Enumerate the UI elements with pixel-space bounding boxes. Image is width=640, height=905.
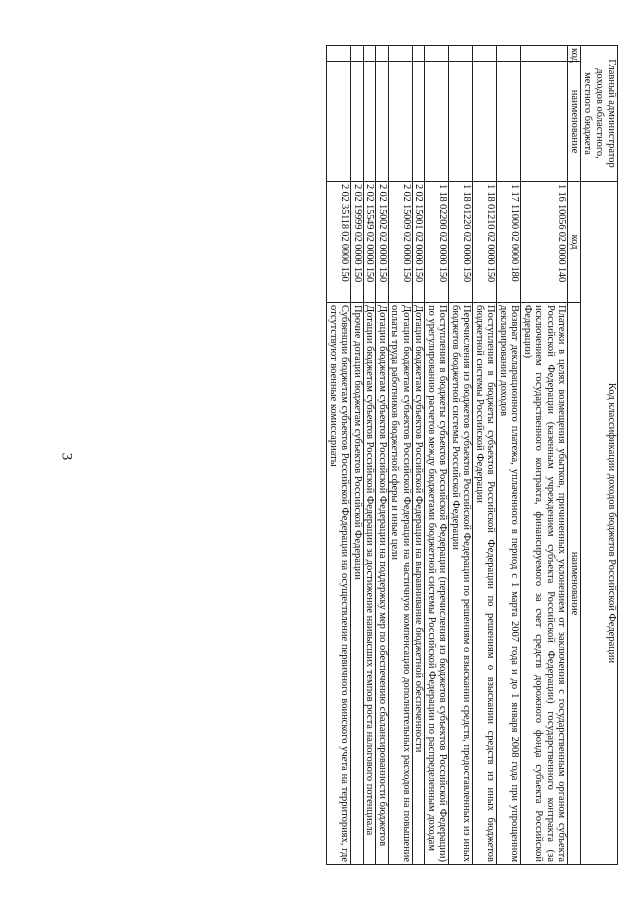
revenue-code-cell: 1 16 10056 02 0000 140: [521, 182, 568, 303]
header-code-left: код: [568, 46, 581, 62]
revenue-code-cell: 2 02 15549 02 0000 150: [364, 182, 377, 303]
revenue-name-cell: Перечисления из бюджетов субъектов Российской Федерации по решениям о взыскании средств, предоставленных из иных бюджетов бюджетной системы Российской Федерации: [449, 303, 473, 865]
rotated-table-wrapper: [108, 45, 618, 865]
admin-code-cell: [364, 46, 377, 62]
revenue-name-cell: Субвенции бюджетам субъектов Российской Федерации на осуществление первичного воинского учета на территориях, где отсутствуют военные комиссариаты: [327, 303, 351, 865]
admin-code-cell: [389, 46, 413, 62]
admin-code-cell: [376, 46, 389, 62]
admin-name-cell: [521, 62, 568, 182]
revenue-code-cell: 1 18 02200 02 0000 150: [425, 182, 449, 303]
header-name-left: наименование: [568, 62, 581, 182]
table-row: [389, 46, 413, 865]
table-row: [364, 46, 377, 865]
admin-name-cell: [376, 62, 389, 182]
table-row: [521, 46, 568, 865]
revenue-name-cell: Дотации бюджетам субъектов Российской Федерации за достижение наивысших темпов роста налогового потенциала: [364, 303, 377, 865]
revenue-code-cell: 1 18 01210 02 0000 150: [473, 182, 497, 303]
revenue-name-cell: Возврат декларационного платежа, уплаченного в период с 1 марта 2007 года и до 1 января 2008 года при упрощенном декларировании доходов: [497, 303, 521, 865]
revenue-name-cell: Поступления в бюджеты субъектов Российской Федерации по решениям о взыскании средств из иных бюджетов бюджетной системы Российской Федерации: [473, 303, 497, 865]
table-body: [327, 46, 568, 865]
admin-name-cell: [327, 62, 351, 182]
admin-name-cell: [497, 62, 521, 182]
admin-name-cell: [389, 62, 413, 182]
admin-code-cell: [351, 46, 364, 62]
admin-code-cell: [497, 46, 521, 62]
header-code-right: код: [568, 182, 581, 303]
admin-name-cell: [351, 62, 364, 182]
admin-code-cell: [425, 46, 449, 62]
table-row: [327, 46, 351, 865]
revenue-code-cell: 2 02 19999 02 0000 150: [351, 182, 364, 303]
revenue-code-cell: 2 02 15002 02 0000 150: [376, 182, 389, 303]
page-number: 3: [58, 452, 75, 461]
table-row: [351, 46, 364, 865]
revenue-code-cell: 1 18 01220 02 0000 150: [449, 182, 473, 303]
table-row: [413, 46, 426, 865]
admin-code-cell: [473, 46, 497, 62]
table-row: [376, 46, 389, 865]
revenue-code-cell: 2 02 15009 02 0000 150: [389, 182, 413, 303]
admin-code-cell: [413, 46, 426, 62]
revenue-classification-table: [327, 45, 619, 865]
table-row: [473, 46, 497, 865]
table-row: [497, 46, 521, 865]
header-administrator: Главный администратор доходов областного, местного бюджета: [581, 46, 618, 182]
admin-name-cell: [449, 62, 473, 182]
revenue-name-cell: Дотации бюджетам субъектов Российской Федерации на поддержку мер по обеспечению сбалансированности бюджетов: [376, 303, 389, 865]
admin-name-cell: [364, 62, 377, 182]
revenue-code-cell: 1 17 11000 02 0000 180: [497, 182, 521, 303]
revenue-name-cell: Поступления в бюджеты субъектов Российской Федерации (перечисления из бюджетов субъектов Российской Федерации) по урегулированию расчетов между бюджетами бюджетной системы Российской Федерации по распределенным доходам: [425, 303, 449, 865]
table-row: [449, 46, 473, 865]
revenue-code-cell: 2 02 15001 02 0000 150: [413, 182, 426, 303]
admin-code-cell: [449, 46, 473, 62]
admin-name-cell: [473, 62, 497, 182]
revenue-name-cell: Дотации бюджетам субъектов Российской Федерации на частичную компенсацию дополнительных расходов на повышение оплаты труда работников бюджетной сферы и иные цели: [389, 303, 413, 865]
admin-code-cell: [327, 46, 351, 62]
admin-name-cell: [425, 62, 449, 182]
revenue-name-cell: Дотации бюджетам субъектов Российской Федерации на выравнивание бюджетной обеспеченности: [413, 303, 426, 865]
revenue-code-cell: 2 02 35118 02 0000 150: [327, 182, 351, 303]
admin-name-cell: [413, 62, 426, 182]
table-row: [425, 46, 449, 865]
header-classification: Код классификации доходов бюджетов Российской Федерации: [581, 182, 618, 865]
revenue-name-cell: Платежи в целях возмещения убытков, причиненных уклонением от заключения с государственным органом субъекта Российской Федерации (казенным учреждением субъекта Российской Федерации) государственного контракта (за исключением государственного контракта, финансируемого за счет средств дорожного фонда субъекта Российской Федерации): [521, 303, 568, 865]
revenue-name-cell: Прочие дотации бюджетам субъектов Российской Федерации: [351, 303, 364, 865]
header-name-right: наименование: [568, 303, 581, 865]
admin-code-cell: [521, 46, 568, 62]
